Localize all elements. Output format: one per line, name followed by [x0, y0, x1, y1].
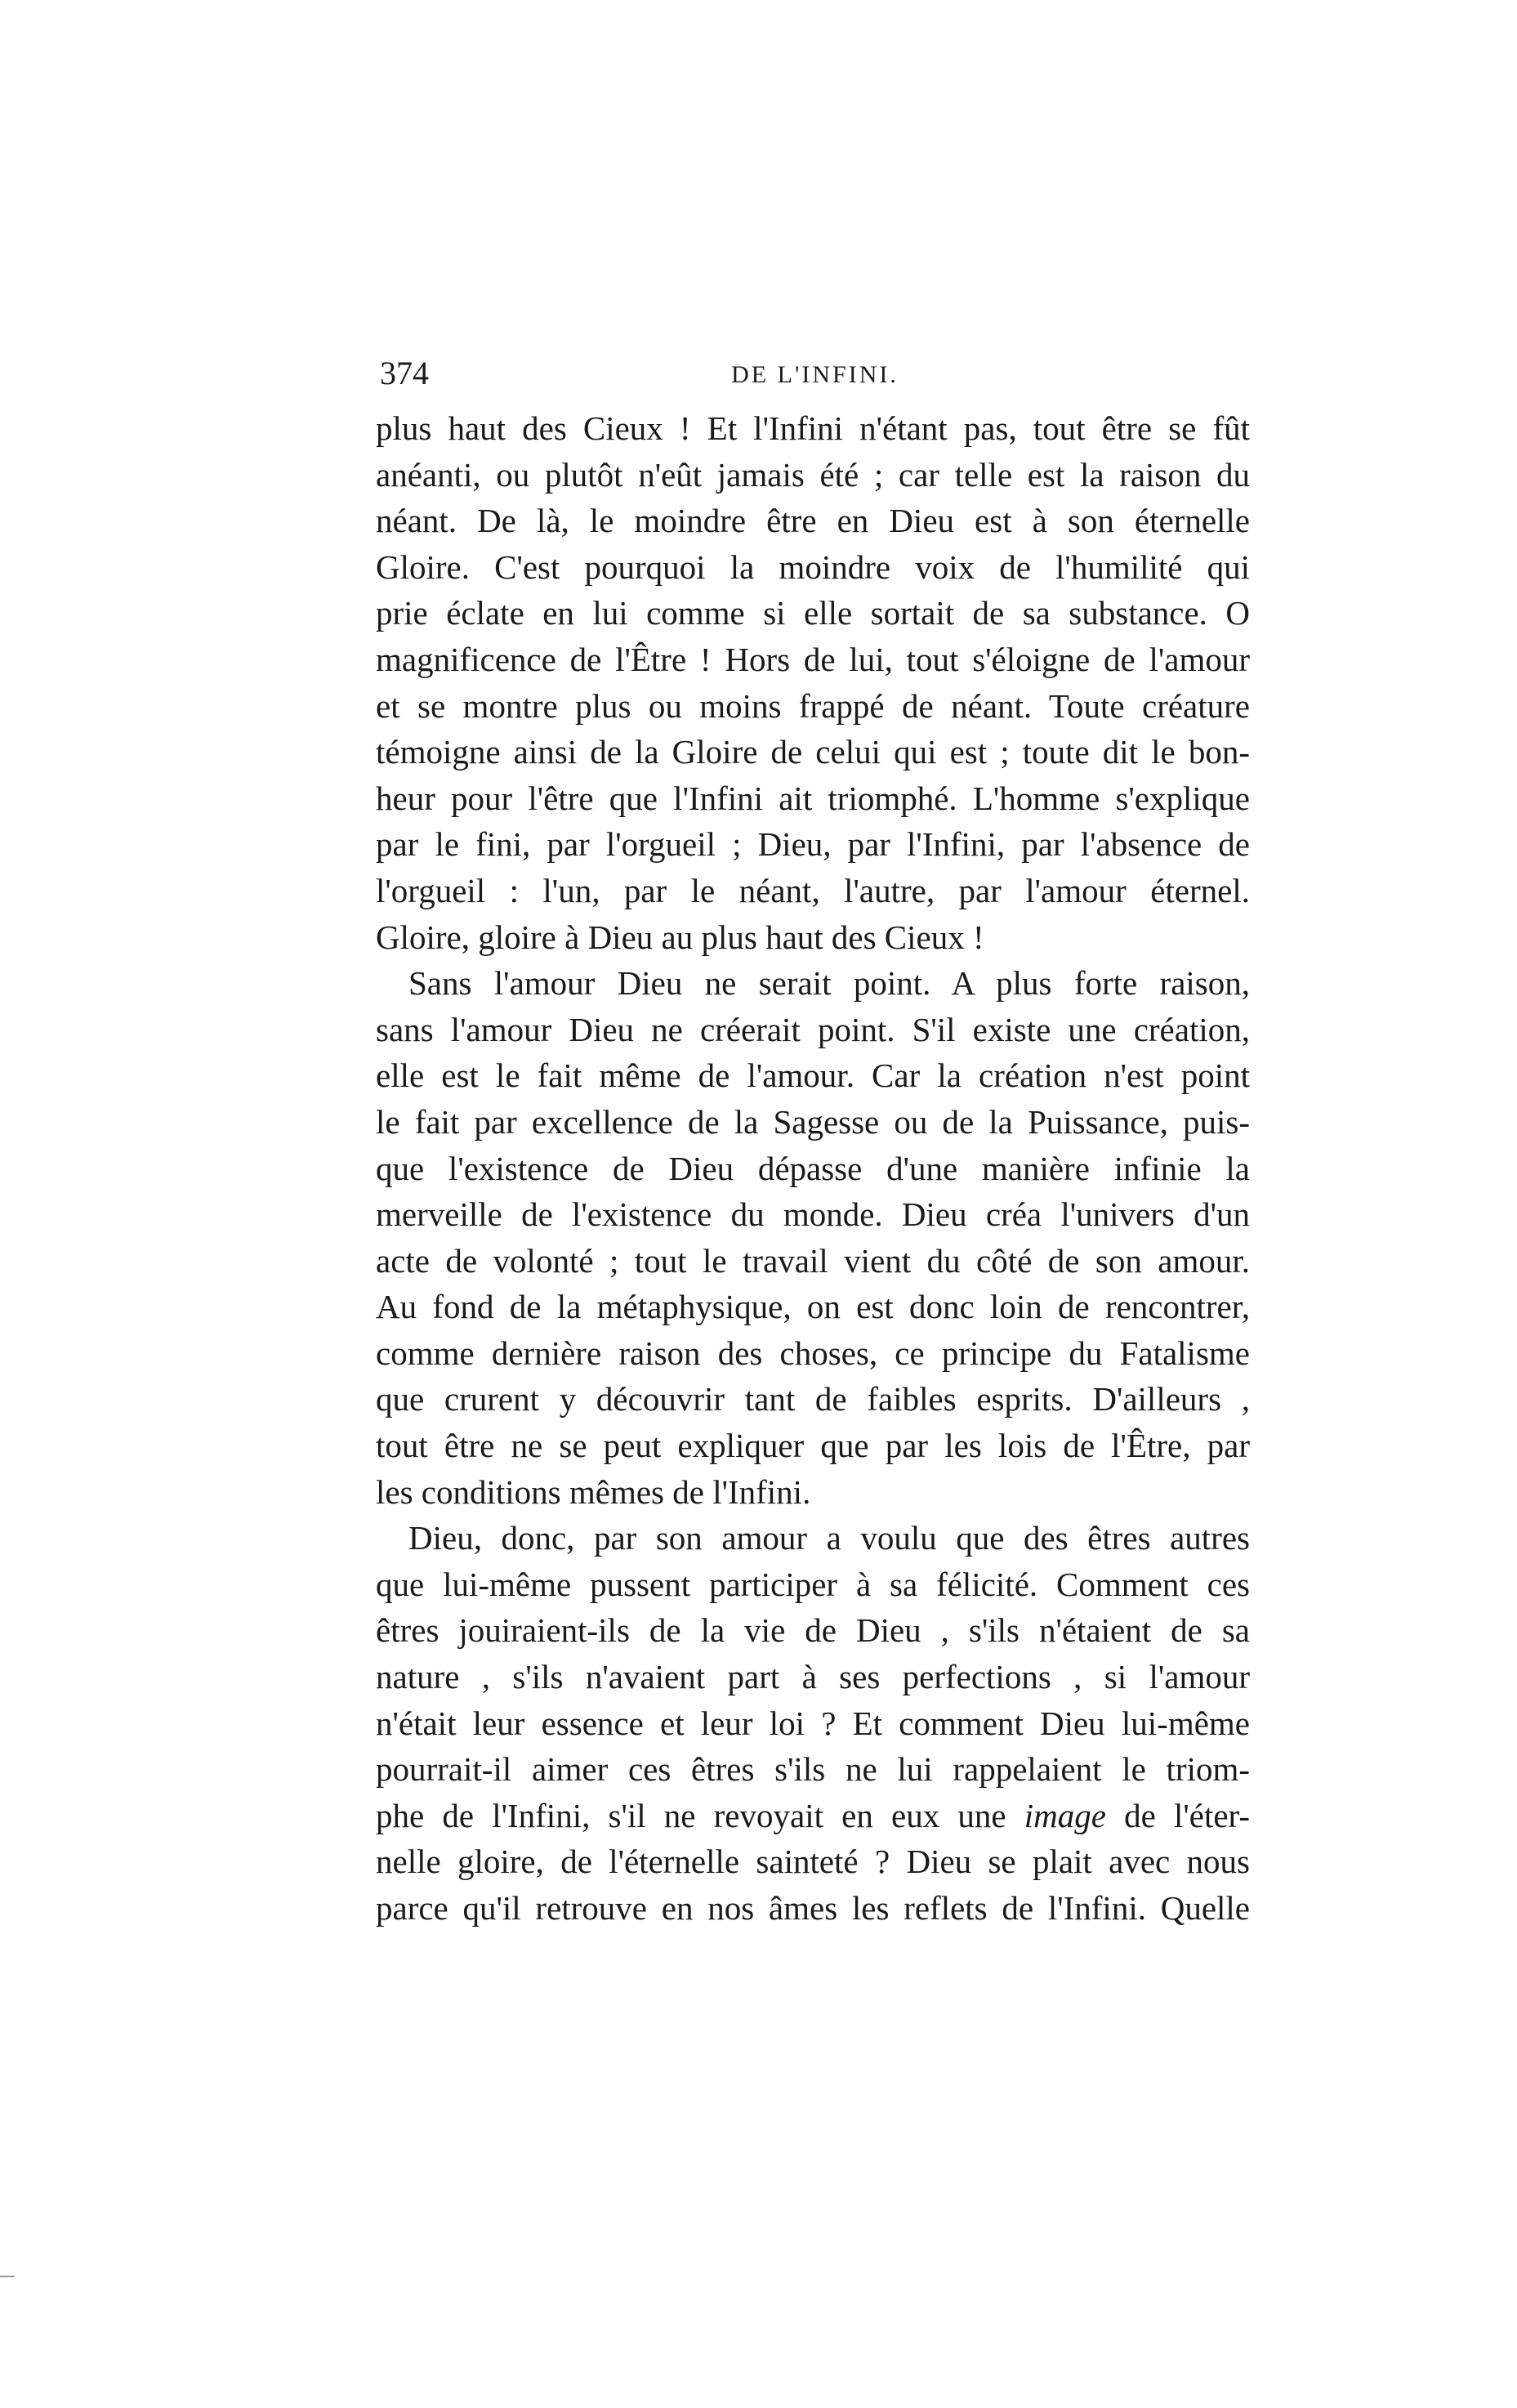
text-line: et se montre plus ou moins frappé de néant. Toute créature — [376, 686, 1250, 725]
text-line-with-italic — [376, 1793, 1250, 1839]
italic-word: image — [1024, 1796, 1106, 1834]
text-line: anéanti, ou plutôt n'eût jamais été ; car telle est la raison du — [376, 455, 1250, 494]
text-line: l'orgueil : l'un, par le néant, l'autre, par l'amour éternel. — [376, 871, 1250, 909]
text-line: heur pour l'être que l'Infini ait triomphé. L'homme s'explique — [376, 779, 1250, 817]
paragraph-start: Dieu, donc, par son amour a voulu que des êtres autres — [408, 1519, 1250, 1557]
text-line: êtres jouiraient-ils de la vie de Dieu , s'ils n'étaient de sa — [376, 1611, 1250, 1650]
text-line: parce qu'il retrouve en nos âmes les reflets de l'Infini. Quelle — [376, 1889, 1250, 1927]
running-title: DE L'INFINI. — [731, 361, 899, 388]
text-line: n'était leur essence et leur loi ? Et comment Dieu lui-même — [376, 1704, 1250, 1742]
text-line: Gloire, gloire à Dieu au plus haut des Cieux ! — [376, 918, 984, 956]
text-line: que l'existence de Dieu dépasse d'une manière infinie la — [376, 1149, 1250, 1187]
page-number: 374 — [380, 355, 429, 391]
text-line: nelle gloire, de l'éternelle sainteté ? Dieu se plait avec nous — [376, 1843, 1250, 1881]
text-line: tout être ne se peut expliquer que par les lois de l'Être, par — [376, 1427, 1250, 1465]
text-line: que lui-même pussent participer à sa félicité. Comment ces — [376, 1565, 1250, 1603]
running-head — [380, 353, 1250, 394]
text-line: elle est le fait même de l'amour. Car la création n'est point — [376, 1057, 1250, 1095]
body-text — [376, 405, 1250, 1932]
text-line: merveille de l'existence du monde. Dieu créa l'univers d'un — [376, 1195, 1250, 1234]
text-line: sans l'amour Dieu ne créerait point. S'il existe une création, — [376, 1010, 1250, 1048]
text-line: magnificence de l'Être ! Hors de lui, tout s'éloigne de l'amour — [376, 640, 1250, 678]
text-line: néant. De là, le moindre être en Dieu est à son éternelle — [376, 502, 1250, 540]
margin-mark — [0, 2276, 15, 2277]
text-segment: phe de l'Infini, s'il ne revoyait en eux une — [376, 1796, 1006, 1834]
text-line: le fait par excellence de la Sagesse ou de la Puissance, puis- — [376, 1102, 1250, 1141]
text-line: pourrait-il aimer ces êtres s'ils ne lui rappelaient le triom- — [376, 1750, 1250, 1789]
text-line: Gloire. C'est pourquoi la moindre voix de l'humilité qui — [376, 547, 1250, 586]
text-line: prie éclate en lui comme si elle sortait de sa substance. O — [376, 594, 1250, 632]
text-segment: de l'éter- — [1124, 1796, 1251, 1834]
text-line: acte de volonté ; tout le travail vient du côté de son amour. — [376, 1241, 1250, 1280]
text-line: plus haut des Cieux ! Et l'Infini n'étant pas, tout être se fût — [376, 409, 1250, 447]
text-line: nature , s'ils n'avaient part à ses perfections , si l'amour — [376, 1658, 1250, 1696]
text-line: par le fini, par l'orgueil ; Dieu, par l'Infini, par l'absence de — [376, 825, 1250, 864]
text-line: comme dernière raison des choses, ce principe du Fatalisme — [376, 1334, 1250, 1372]
text-line: que crurent y découvrir tant de faibles esprits. D'ailleurs , — [376, 1380, 1250, 1418]
text-line: les conditions mêmes de l'Infini. — [376, 1472, 811, 1511]
paragraph-start: Sans l'amour Dieu ne serait point. A plus forte raison, — [408, 964, 1250, 1003]
text-line: témoigne ainsi de la Gloire de celui qui est ; toute dit le bon- — [376, 733, 1250, 771]
text-line: Au fond de la métaphysique, on est donc loin de rencontrer, — [376, 1288, 1250, 1326]
